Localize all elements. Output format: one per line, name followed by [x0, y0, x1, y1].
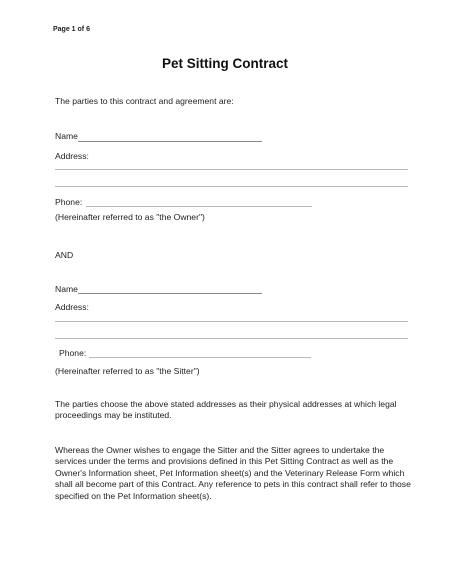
owner-address-line-2[interactable]	[55, 186, 408, 187]
sitter-address-line-1[interactable]	[55, 321, 408, 322]
whereas-paragraph: Whereas the Owner wishes to engage the Sitter and the Sitter agrees to undertake the services under the terms and provisions defined in this Pet Sitting Contract as well as the Owner's Information sheet, Pet Information sheet(s) and the Veterinary Release Form which shall all become part of this Contract. Any reference to pets in this contract shall refer to those specified on the Pet Information sheet(s).	[55, 445, 411, 501]
owner-address-label: Address:	[55, 151, 89, 161]
and-text: AND	[55, 250, 74, 260]
sitter-phone-label: Phone:	[59, 348, 87, 358]
owner-name-line[interactable]	[78, 141, 262, 142]
intro-text: The parties to this contract and agreement are:	[55, 96, 234, 106]
document-title: Pet Sitting Contract	[161, 56, 288, 71]
sitter-name-line[interactable]	[78, 293, 262, 294]
sitter-address-label: Address:	[55, 302, 89, 312]
sitter-address-line-2[interactable]	[55, 338, 408, 339]
sitter-name-label: Name	[55, 284, 78, 294]
sitter-referred-text: (Hereinafter referred to as "the Sitter")	[55, 366, 200, 376]
page-indicator: Page 1 of 6	[53, 26, 90, 33]
addresses-paragraph: The parties choose the above stated addresses as their physical addresses at which legal proceedings may be instituted.	[55, 399, 397, 421]
owner-phone-line[interactable]	[86, 206, 312, 207]
owner-name-label: Name	[55, 131, 78, 141]
sitter-phone-line[interactable]	[89, 357, 311, 358]
owner-address-line-1[interactable]	[55, 169, 408, 170]
owner-referred-text: (Hereinafter referred to as "the Owner")	[55, 212, 205, 222]
owner-phone-label: Phone:	[55, 197, 83, 207]
